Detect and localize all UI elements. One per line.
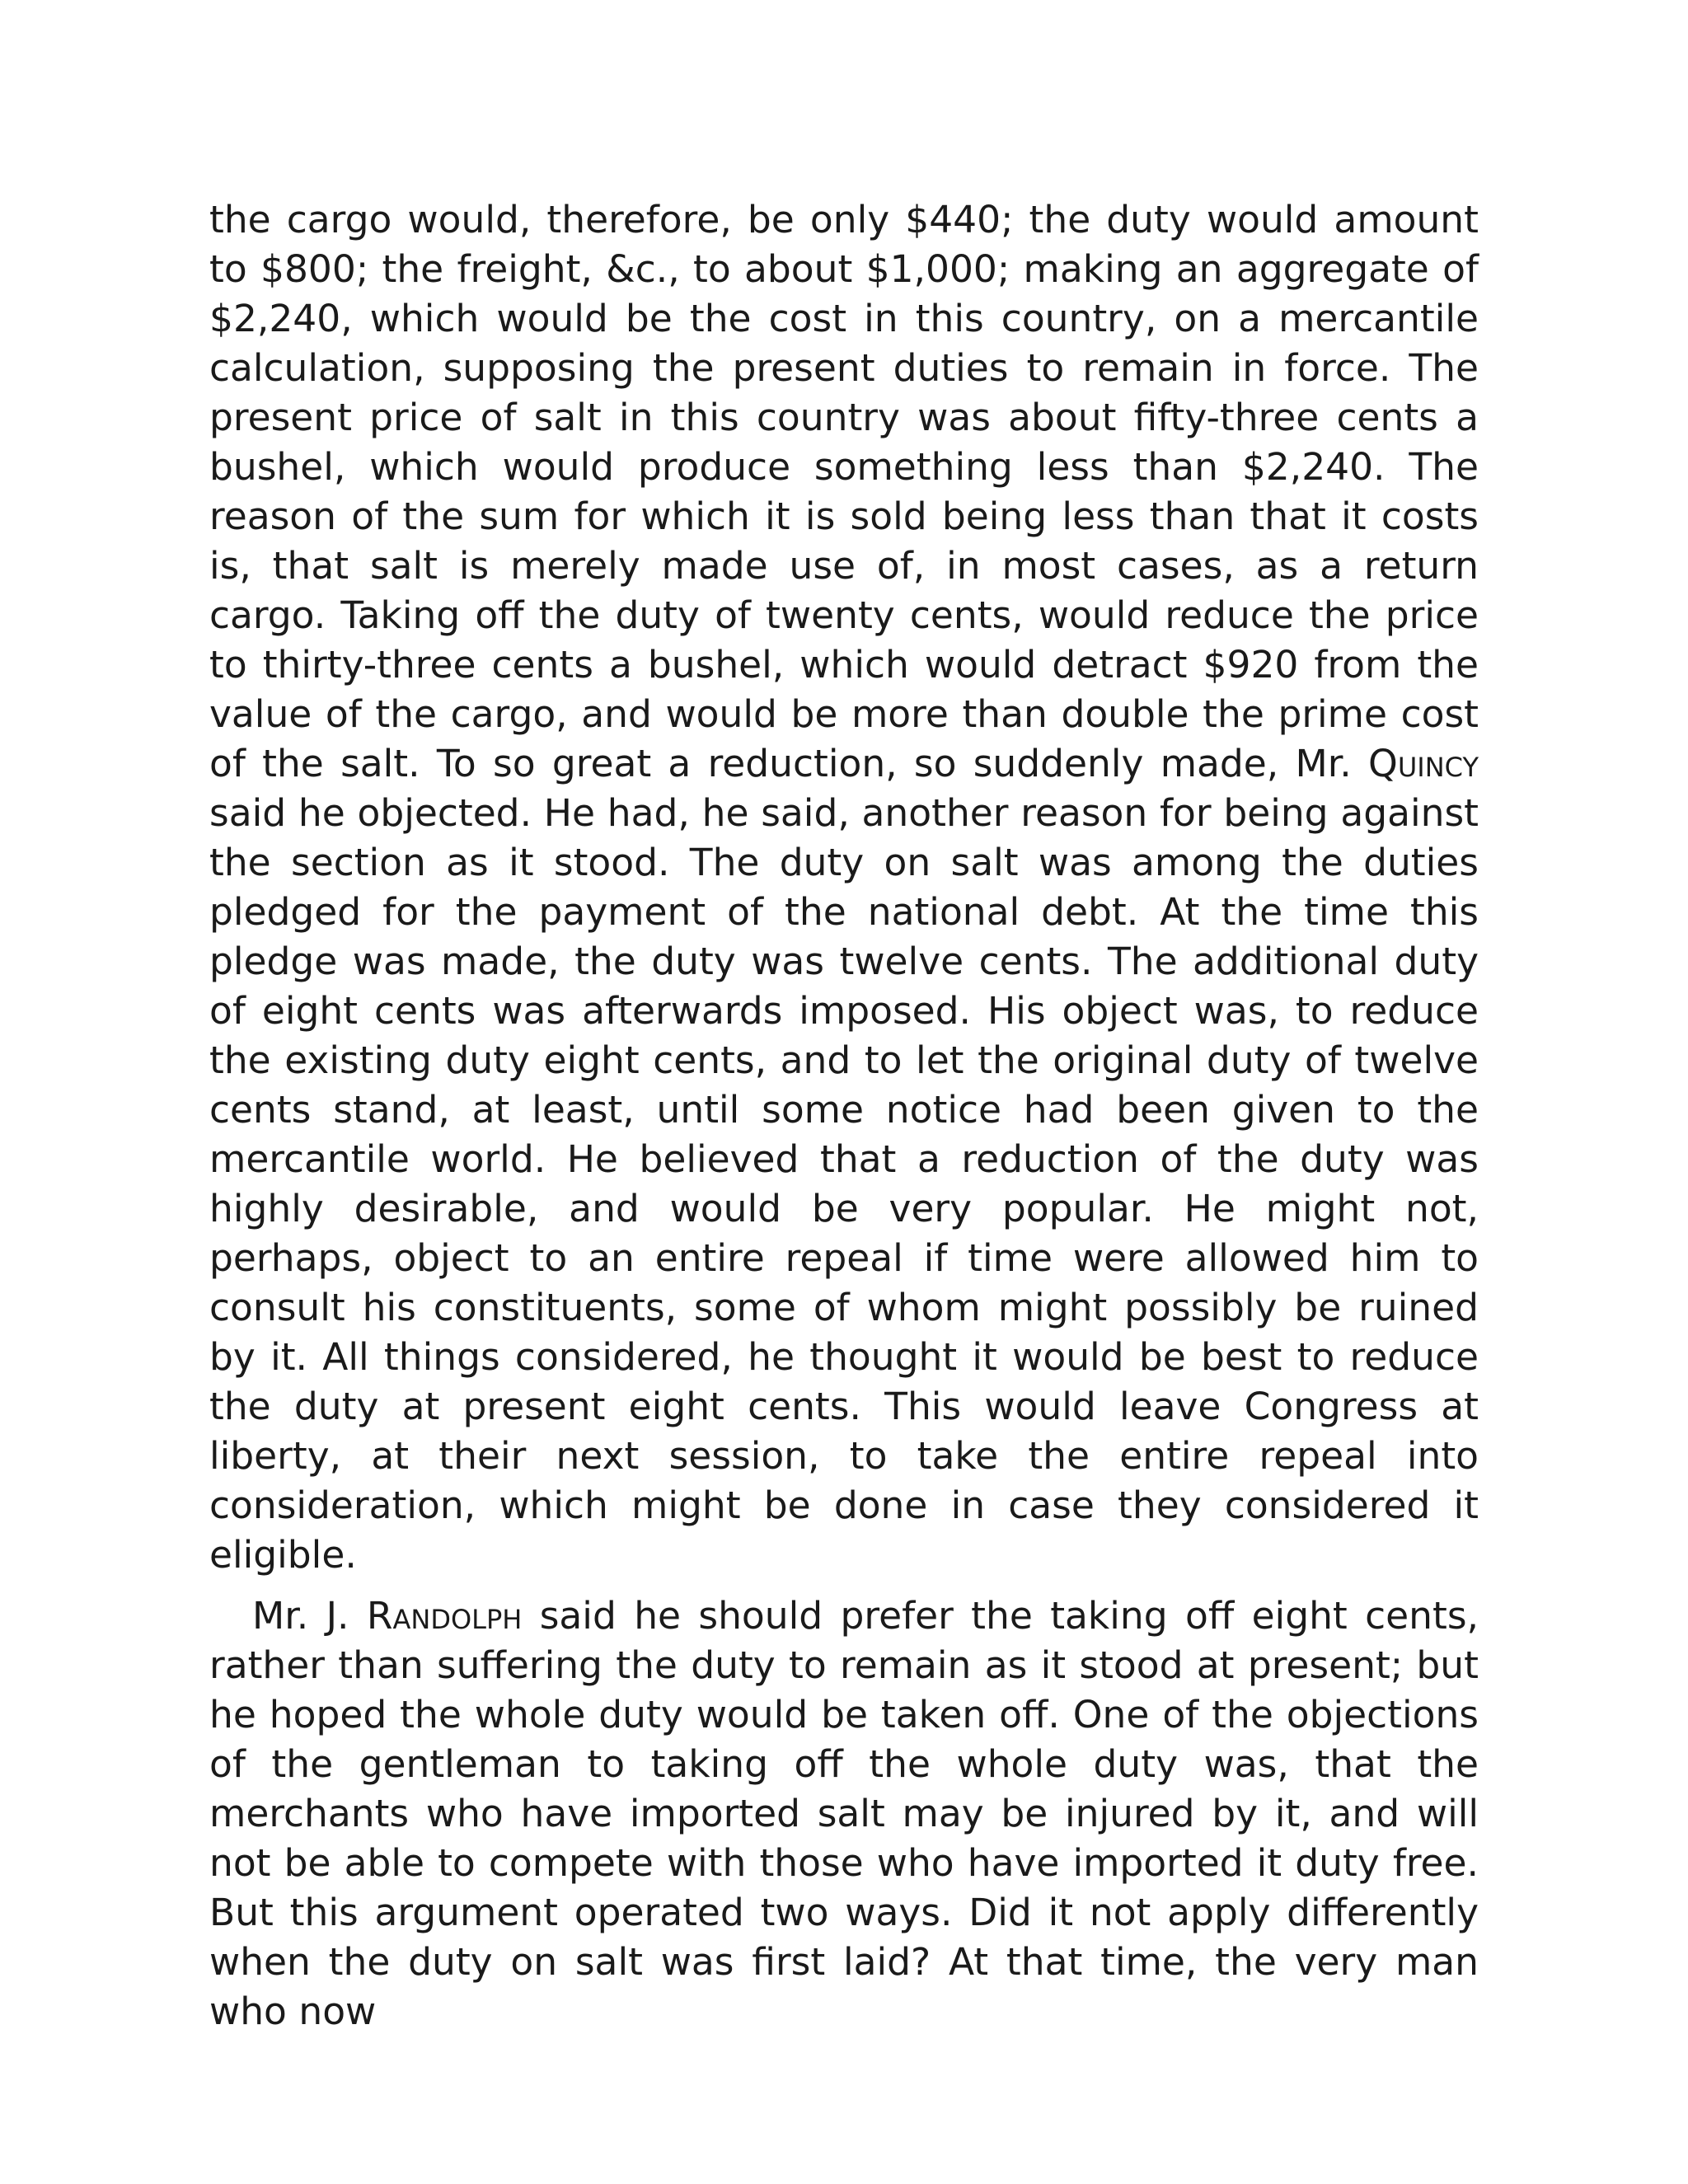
page-body xyxy=(209,195,1479,2036)
paragraph-quincy-continuation xyxy=(209,195,1479,1580)
paragraph-text: said he objected. He had, he said, another reason for being against the section as it stood. The duty on salt was among the duties pledged for the payment of the national debt. At the time this pledge was made, the duty was twelve cents. The additional duty of eight cents was afterwards imposed. His object was, to reduce the existing duty eight cents, and to let the original duty of twelve cents stand, at least, until some notice had been given to the mercantile world. He believed that a reduction of the duty was highly desirable, and would be very popular. He might not, perhaps, object to an entire repeal if time were allowed him to consult his constituents, some of whom might possibly be ruined by it. All things considered, he thought it would be best to reduce the duty at present eight cents. This would leave Congress at liberty, at their next session, to take the entire repeal into consideration, which might be done in case they considered it eligible. xyxy=(209,791,1479,1577)
paragraph-text: Mr. J. xyxy=(252,1594,367,1638)
speaker-name-quincy: Quincy xyxy=(1368,742,1479,785)
paragraph-text: said he should prefer the taking off eight cents, rather than suffering the duty to remain as it stood at present; but he hoped the whole duty would be taken off. One of the objections of the gentleman to taking off the whole duty was, that the merchants who have imported salt may be injured by it, and will not be able to compete with those who have imported it duty free. But this argument operated two ways. Did it not apply differently when the duty on salt was first laid? At that time, the very man who now xyxy=(209,1594,1479,2033)
paragraph-randolph xyxy=(209,1591,1479,2036)
speaker-name-randolph: Randolph xyxy=(366,1594,523,1638)
paragraph-text: the cargo would, therefore, be only $440; the duty would amount to $800; the freight, &c., to about $1,000; making an aggregate of $2,240, which would be the cost in this country, on a mercantile calculation, supposing the present duties to remain in force. The present price of salt in this country was about fifty-three cents a bushel, which would produce something less than $2,240. The reason of the sum for which it is sold being less than that it costs is, that salt is merely made use of, in most cases, as a return cargo. Taking off the duty of twenty cents, would reduce the price to thirty-three cents a bushel, which would detract $920 from the value of the cargo, and would be more than double the prime cost of the salt. To so great a reduction, so suddenly made, Mr. xyxy=(209,198,1479,785)
